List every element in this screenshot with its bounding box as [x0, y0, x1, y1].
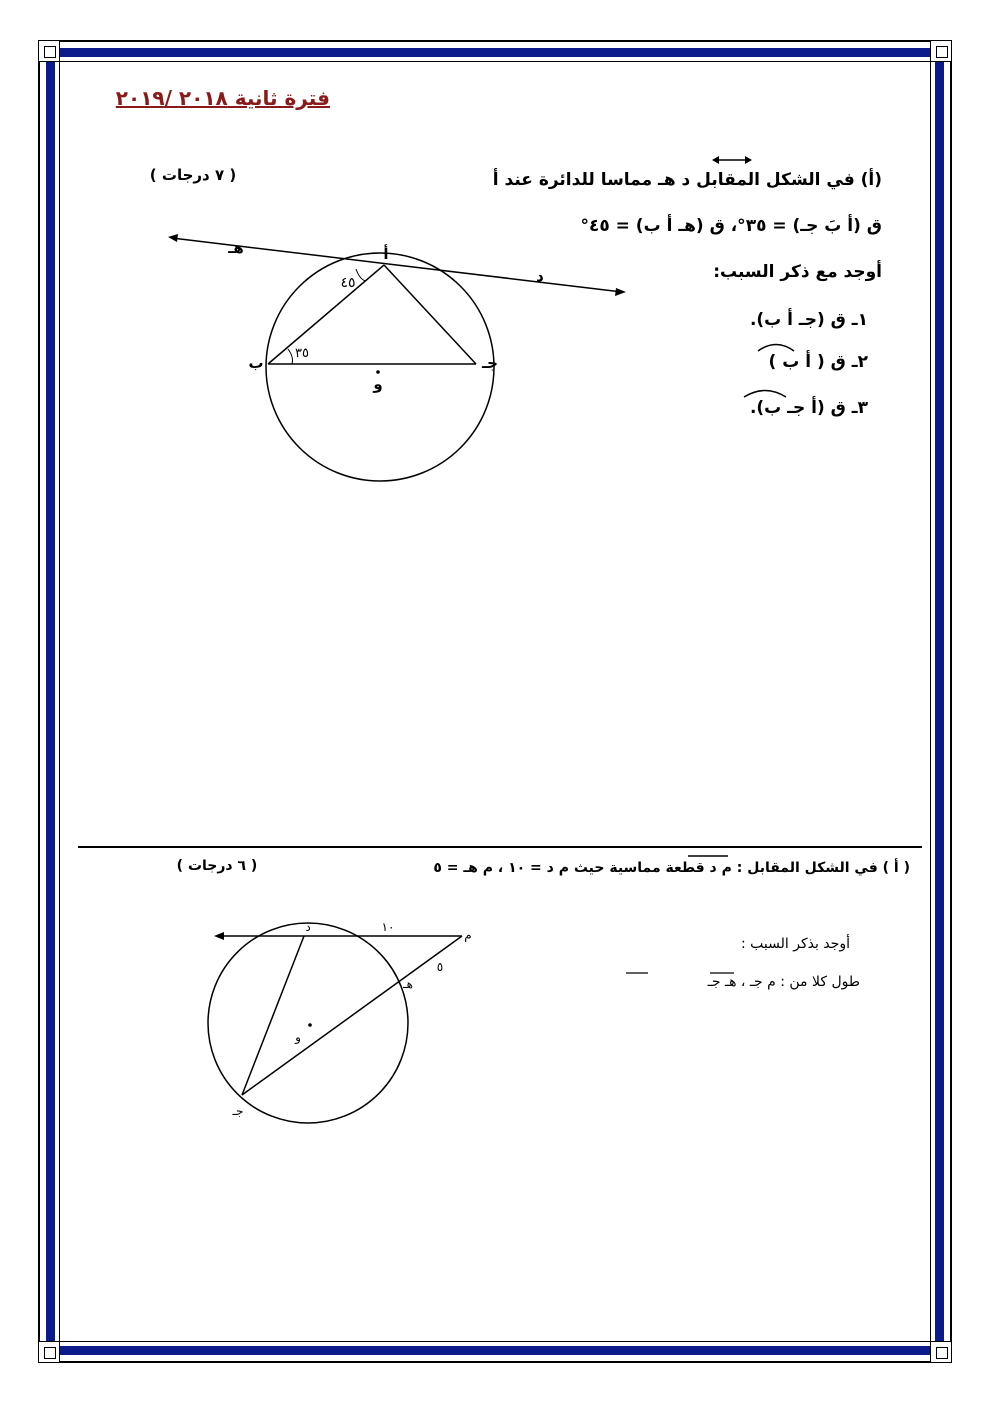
corner-ornament [930, 1341, 952, 1363]
segment-aj [384, 265, 476, 364]
segment-notation [626, 970, 736, 978]
label-length-mh: ٥ [436, 960, 444, 974]
label-d: د [536, 267, 544, 285]
center-point [308, 1023, 312, 1027]
circle [208, 923, 408, 1123]
q1-figure [160, 225, 640, 505]
label-center: و [295, 1030, 301, 1044]
center-point [376, 370, 380, 374]
line-notation-arrow [712, 154, 752, 166]
label-length-md: ١٠ [381, 920, 395, 934]
angle-arc-b [288, 349, 293, 364]
q2-ask: طول كلا من : م جـ ، هـ جـ [707, 974, 860, 990]
q2-marks: ( ٦ درجات ) [176, 858, 258, 874]
label-h: هـ [403, 977, 413, 991]
section-divider [78, 846, 922, 848]
label-b: ب [248, 354, 264, 372]
arrow-head [214, 932, 224, 940]
segment-ab [268, 265, 384, 364]
q1-marks: ( ٧ درجات ) [149, 166, 237, 184]
arc-notation [756, 340, 796, 352]
label-angle-a: ٤٥ [340, 275, 356, 291]
q1-intro: (أ) في الشكل المقابل د هـ مماسا للدائرة عند أ [492, 170, 882, 190]
label-j: جـ [482, 354, 498, 372]
q1-item-2: ٢ـ ق ( أ ب ) [768, 352, 868, 372]
q2-intro: ( أ ) في الشكل المقابل : م د قطعة مماسية حيث م د = ١٠ ، م هـ = ٥ [433, 860, 910, 876]
circle [266, 253, 494, 481]
corner-ornament [38, 1341, 60, 1363]
label-h: هـ [228, 239, 244, 257]
q2-figure [200, 915, 490, 1125]
corner-ornament [930, 40, 952, 62]
label-center: و [373, 375, 383, 393]
arrow-head [168, 234, 178, 242]
q1-item-3: ٣ـ ق (أ جـ ب). [749, 398, 868, 418]
label-m: م [464, 928, 472, 942]
segment-notation [688, 852, 728, 860]
page-title: فترة ثانية ٢٠١٨ /٢٠١٩ [115, 86, 330, 110]
arrow-head [615, 288, 626, 296]
q1-item-1: ١ـ ق (جـ أ ب). [749, 310, 868, 330]
chord-dj [242, 936, 304, 1095]
q1-given: ق (أ بَ جـ) = ٣٥°، ق (هـ أ ب) = ٤٥° [580, 216, 882, 236]
secant-mj [242, 936, 462, 1095]
angle-arc-a [356, 269, 366, 281]
q1-find: أوجد مع ذكر السبب: [713, 262, 882, 282]
corner-ornament [38, 40, 60, 62]
label-angle-b: ٣٥ [295, 346, 309, 361]
label-j: جـ [232, 1104, 244, 1118]
label-a: أ [383, 245, 389, 263]
label-d: د [305, 920, 311, 934]
arc-notation [742, 386, 788, 398]
q2-find: أوجد بذكر السبب : [741, 936, 850, 952]
